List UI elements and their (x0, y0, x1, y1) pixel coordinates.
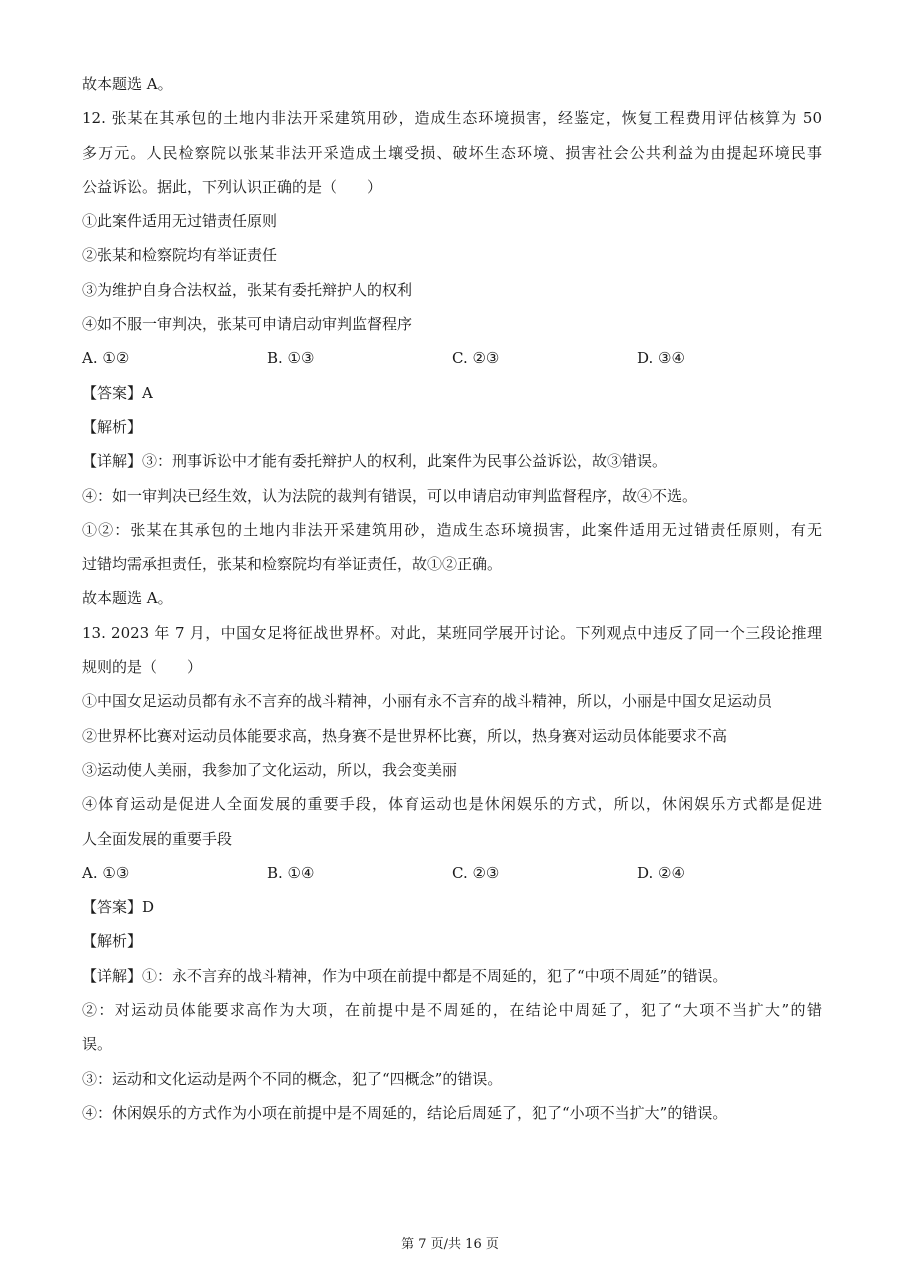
answer-option: B. ①③ (267, 349, 315, 368)
text-line: ③：运动和文化运动是两个不同的概念，犯了“四概念”的错误。 (82, 1069, 503, 1088)
paragraph (82, 108, 822, 197)
text-line: ①中国女足运动员都有永不言弃的战斗精神，小丽有永不言弃的战斗精神，所以，小丽是中国女足运动员 (82, 692, 773, 711)
text-line: ②世界杯比赛对运动员体能要求高，热身赛不是世界杯比赛，所以，热身赛对运动员体能要求不高 (82, 726, 728, 745)
paragraph-line: ①②：张某在其承包的土地内非法开采建筑用砂，造成生态环境损害，此案件适用无过错责任原则，有无 (82, 520, 822, 539)
answer-option: A. ①③ (82, 863, 130, 882)
paragraph-line: 多万元。人民检察院以张某非法开采造成土壤受损、破坏生态环境、损害社会公共利益为由提起环境民事 (82, 143, 822, 162)
document-page (82, 74, 822, 1137)
answer-option: D. ②④ (637, 863, 685, 882)
text-line: 故本题选 A。 (82, 75, 173, 93)
paragraph-line: 规则的是（ ） (82, 658, 203, 677)
paragraph-line: ④体育运动是促进人全面发展的重要手段，体育运动也是休闲娱乐的方式，所以，休闲娱乐方式都是促进 (82, 795, 822, 814)
text-line: ②张某和检察院均有举证责任 (82, 246, 278, 265)
text-line: 【解析】 (82, 932, 143, 951)
paragraph-line: 公益诉讼。据此，下列认识正确的是（ ） (82, 177, 383, 196)
text-line: 【答案】D (82, 898, 155, 917)
answer-option: A. ①② (82, 349, 130, 368)
text-line: ④：休闲娱乐的方式作为小项在前提中是不周延的，结论后周延了，犯了“小项不当扩大”的错误。 (82, 1103, 728, 1122)
answer-option: C. ②③ (452, 863, 500, 882)
answer-options (82, 863, 822, 883)
answer-option: D. ③④ (637, 349, 685, 368)
text-line: ③运动使人美丽，我参加了文化运动，所以，我会变美丽 (82, 760, 458, 779)
paragraph-line: 误。 (82, 1035, 113, 1054)
text-line: 【详解】①：永不言弃的战斗精神，作为中项在前提中都是不周延的，犯了“中项不周延”的错误。 (82, 966, 728, 985)
answer-options (82, 348, 822, 368)
answer-option: C. ②③ (452, 349, 500, 368)
paragraph-line: 13. 2023 年 7 月，中国女足将征战世界杯。对此，某班同学展开讨论。下列观点中违反了同一个三段论推理 (82, 623, 822, 642)
paragraph (82, 520, 822, 574)
text-line: ①此案件适用无过错责任原则 (82, 212, 278, 231)
paragraph-line: ②：对运动员体能要求高作为大项，在前提中是不周延的，在结论中周延了，犯了“大项不当扩大”的错 (82, 1001, 822, 1020)
text-line: 【解析】 (82, 417, 143, 436)
paragraph-line: 人全面发展的重要手段 (82, 829, 233, 848)
paragraph (82, 1000, 822, 1054)
text-line: ③为维护自身合法权益，张某有委托辩护人的权利 (82, 280, 413, 299)
text-line: ④如不服一审判决，张某可申请启动审判监督程序 (82, 315, 413, 334)
paragraph (82, 623, 822, 677)
text-line: ④：如一审判决已经生效，认为法院的裁判有错误，可以申请启动审判监督程序，故④不选。 (82, 486, 698, 505)
text-line: 【答案】A (82, 383, 153, 402)
page-footer: 第 7 页/共 16 页 (401, 1237, 499, 1252)
paragraph-line: 过错均需承担责任，张某和检察院均有举证责任，故①②正确。 (82, 555, 503, 574)
text-line: 故本题选 A。 (82, 589, 173, 608)
answer-option: B. ①④ (267, 863, 315, 882)
paragraph (82, 794, 822, 848)
paragraph-line: 12. 张某在其承包的土地内非法开采建筑用砂，造成生态环境损害，经鉴定，恢复工程费用评估核算为 50 (82, 109, 822, 128)
text-line: 【详解】③：刑事诉讼中才能有委托辩护人的权利，此案件为民事公益诉讼，故③错误。 (82, 452, 668, 471)
